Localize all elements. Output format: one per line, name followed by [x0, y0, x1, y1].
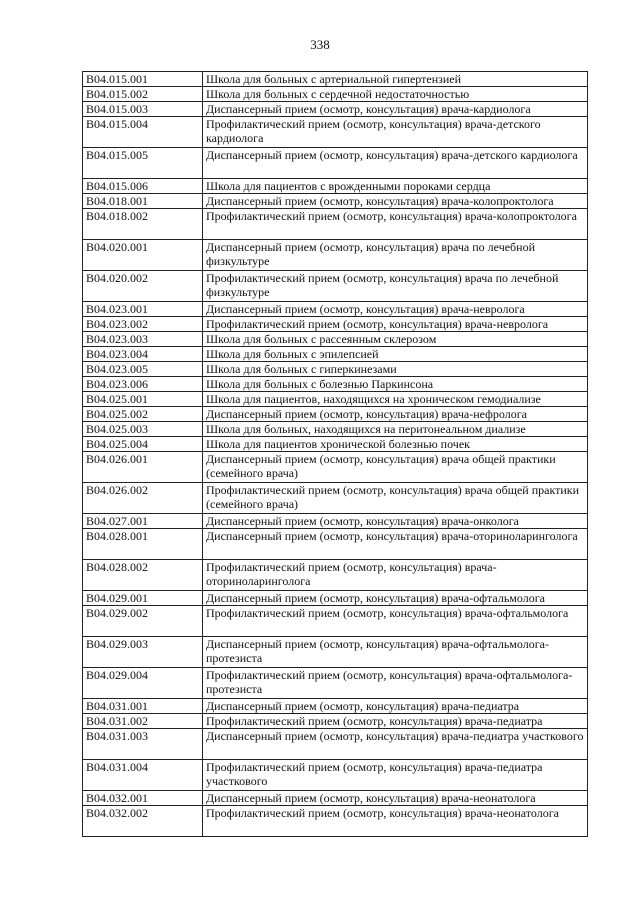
service-code: B04.031.002 — [83, 714, 203, 729]
service-name: Профилактический прием (осмотр, консультация) врача по лечебной физкультуре — [203, 271, 588, 302]
service-code: B04.023.006 — [83, 377, 203, 392]
table-row — [83, 240, 588, 271]
service-code: B04.031.004 — [83, 760, 203, 791]
table-row — [83, 392, 588, 407]
service-name: Профилактический прием (осмотр, консультация) врача общей практики (семейного врача) — [203, 483, 588, 514]
service-name: Диспансерный прием (осмотр, консультация) врача-детского кардиолога — [203, 148, 588, 179]
table-row — [83, 332, 588, 347]
service-code: B04.015.001 — [83, 72, 203, 87]
table-row — [83, 791, 588, 806]
table-row — [83, 148, 588, 179]
table-row — [83, 714, 588, 729]
service-code: B04.025.004 — [83, 437, 203, 452]
service-code: B04.018.002 — [83, 209, 203, 240]
service-code: B04.031.001 — [83, 699, 203, 714]
table-row — [83, 760, 588, 791]
service-name: Диспансерный прием (осмотр, консультация) врача общей практики (семейного врача) — [203, 452, 588, 483]
service-code: B04.023.005 — [83, 362, 203, 377]
table-row — [83, 209, 588, 240]
service-code: B04.026.002 — [83, 483, 203, 514]
service-code: B04.023.003 — [83, 332, 203, 347]
table-row — [83, 87, 588, 102]
service-code: B04.029.002 — [83, 606, 203, 637]
service-code: B04.029.004 — [83, 668, 203, 699]
service-name: Школа для больных с гиперкинезами — [203, 362, 588, 377]
table-row — [83, 302, 588, 317]
page-number: 338 — [310, 37, 330, 52]
service-name: Школа для пациентов, находящихся на хроническом гемодиализе — [203, 392, 588, 407]
service-code: B04.015.004 — [83, 117, 203, 148]
service-code: B04.029.003 — [83, 637, 203, 668]
table-row — [83, 407, 588, 422]
service-code: B04.028.002 — [83, 560, 203, 591]
table-row — [83, 117, 588, 148]
service-name: Школа для больных с артериальной гипертензией — [203, 72, 588, 87]
service-code: B04.028.001 — [83, 529, 203, 560]
service-name: Диспансерный прием (осмотр, консультация) врача-нефролога — [203, 407, 588, 422]
service-code: B04.031.003 — [83, 729, 203, 760]
service-code: B04.026.001 — [83, 452, 203, 483]
table-row — [83, 317, 588, 332]
service-name: Профилактический прием (осмотр, консультация) врача-неонатолога — [203, 806, 588, 837]
service-code: B04.032.001 — [83, 791, 203, 806]
service-name: Диспансерный прием (осмотр, консультация) врача-неонатолога — [203, 791, 588, 806]
table-row — [83, 377, 588, 392]
service-code: B04.018.001 — [83, 194, 203, 209]
service-code: B04.025.003 — [83, 422, 203, 437]
table-row — [83, 179, 588, 194]
service-code: B04.025.001 — [83, 392, 203, 407]
table-row — [83, 514, 588, 529]
table-row — [83, 668, 588, 699]
service-name: Профилактический прием (осмотр, консультация) врача-невролога — [203, 317, 588, 332]
service-name: Школа для больных с эпилепсией — [203, 347, 588, 362]
table-body — [83, 72, 588, 837]
service-name: Школа для больных, находящихся на перитонеальном диализе — [203, 422, 588, 437]
service-name: Школа для пациентов с врожденными пороками сердца — [203, 179, 588, 194]
service-name: Диспансерный прием (осмотр, консультация) врача-оториноларинголога — [203, 529, 588, 560]
service-code: B04.023.004 — [83, 347, 203, 362]
table-row — [83, 437, 588, 452]
service-codes-table — [82, 71, 588, 837]
service-name: Диспансерный прием (осмотр, консультация) врача-педиатра участкового — [203, 729, 588, 760]
service-code: B04.020.002 — [83, 271, 203, 302]
service-name: Школа для пациентов хронической болезнью почек — [203, 437, 588, 452]
service-name: Профилактический прием (осмотр, консультация) врача-педиатра — [203, 714, 588, 729]
table-row — [83, 637, 588, 668]
service-name: Профилактический прием (осмотр, консультация) врача-педиатра участкового — [203, 760, 588, 791]
table-row — [83, 529, 588, 560]
service-code: B04.032.002 — [83, 806, 203, 837]
table-row — [83, 483, 588, 514]
table-row — [83, 591, 588, 606]
service-name: Диспансерный прием (осмотр, консультация) врача-педиатра — [203, 699, 588, 714]
table-row — [83, 806, 588, 837]
service-name: Профилактический прием (осмотр, консультация) врача-офтальмолога — [203, 606, 588, 637]
service-code: B04.015.005 — [83, 148, 203, 179]
table-row — [83, 194, 588, 209]
table-row — [83, 347, 588, 362]
service-name: Диспансерный прием (осмотр, консультация) врача-офтальмолога-протезиста — [203, 637, 588, 668]
table-row — [83, 271, 588, 302]
table-row — [83, 699, 588, 714]
service-name: Диспансерный прием (осмотр, консультация) врача-офтальмолога — [203, 591, 588, 606]
table-row — [83, 362, 588, 377]
table-row — [83, 422, 588, 437]
service-name: Диспансерный прием (осмотр, консультация) врача-колопроктолога — [203, 194, 588, 209]
service-code: B04.025.002 — [83, 407, 203, 422]
service-code: B04.020.001 — [83, 240, 203, 271]
service-code: B04.015.002 — [83, 87, 203, 102]
table-row — [83, 452, 588, 483]
service-name: Профилактический прием (осмотр, консультация) врача-детского кардиолога — [203, 117, 588, 148]
service-name: Диспансерный прием (осмотр, консультация) врача-невролога — [203, 302, 588, 317]
service-name: Школа для больных с рассеянным склерозом — [203, 332, 588, 347]
service-code: B04.015.003 — [83, 102, 203, 117]
service-code: B04.015.006 — [83, 179, 203, 194]
table-row — [83, 606, 588, 637]
service-name: Диспансерный прием (осмотр, консультация) врача-кардиолога — [203, 102, 588, 117]
service-name: Профилактический прием (осмотр, консультация) врача-оториноларинголога — [203, 560, 588, 591]
table-row — [83, 729, 588, 760]
table-row — [83, 102, 588, 117]
table-row — [83, 560, 588, 591]
service-code: B04.023.001 — [83, 302, 203, 317]
service-code: B04.027.001 — [83, 514, 203, 529]
service-code: B04.023.002 — [83, 317, 203, 332]
service-name: Диспансерный прием (осмотр, консультация) врача-онколога — [203, 514, 588, 529]
service-name: Профилактический прием (осмотр, консультация) врача-офтальмолога-протезиста — [203, 668, 588, 699]
service-name: Профилактический прием (осмотр, консультация) врача-колопроктолога — [203, 209, 588, 240]
service-name: Школа для больных с болезнью Паркинсона — [203, 377, 588, 392]
service-code: B04.029.001 — [83, 591, 203, 606]
service-name: Диспансерный прием (осмотр, консультация) врача по лечебной физкультуре — [203, 240, 588, 271]
table-row — [83, 72, 588, 87]
service-name: Школа для больных с сердечной недостаточностью — [203, 87, 588, 102]
